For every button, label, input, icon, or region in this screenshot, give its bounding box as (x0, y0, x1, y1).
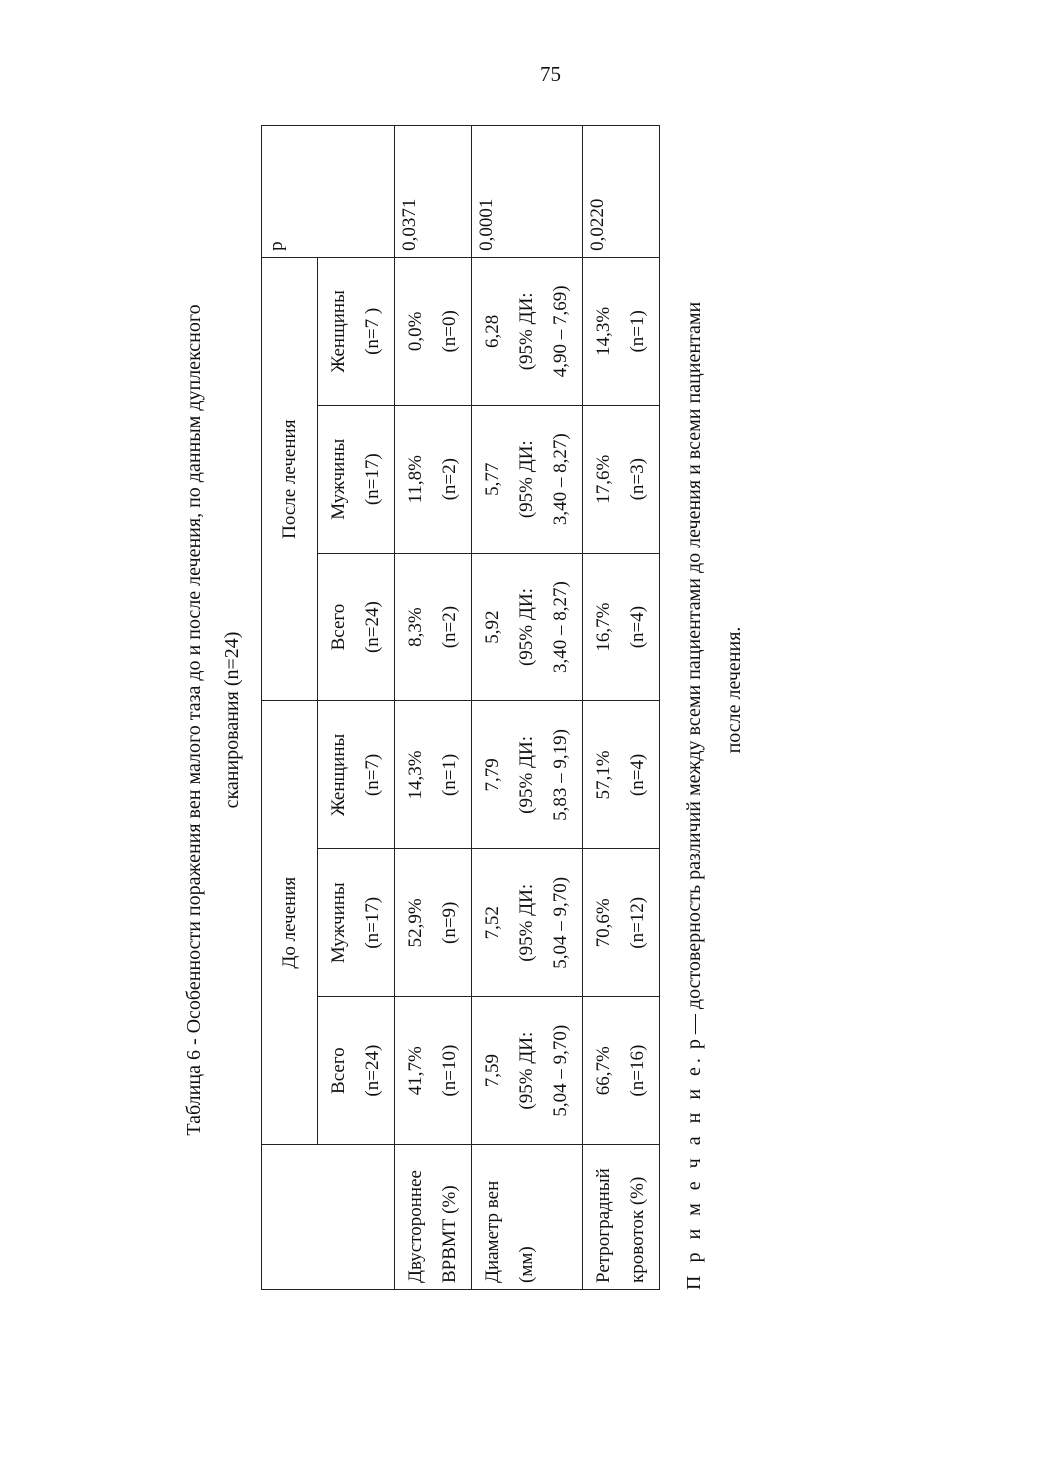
p-value: 0,0371 (395, 126, 472, 258)
data-cell: 7,79 (95% ДИ: 5,83 – 9,19) (472, 701, 583, 849)
header-before-treatment: До лечения (262, 701, 318, 1145)
p-value: 0,0220 (583, 126, 660, 258)
group-header-row (262, 126, 318, 1290)
sub-header-cell: Мужчины (n=17) (318, 405, 395, 553)
note-text: p — достоверность различий между всеми пациентами до лечения и всеми пациентами (683, 301, 705, 1055)
data-cell: 7,59 (95% ДИ: 5,04 – 9,70) (472, 997, 583, 1145)
data-cell: 6,28 (95% ДИ: 4,90 – 7,69) (472, 257, 583, 405)
sub-header-row (318, 126, 395, 1290)
header-after-treatment: После лечения (262, 257, 318, 701)
data-cell: 0,0% (n=0) (395, 257, 472, 405)
data-cell: 11,8% (n=2) (395, 405, 472, 553)
row-label: Двустороннее ВРВМТ (%) (395, 1145, 472, 1290)
table-row (472, 126, 583, 1290)
sub-header-cell: Женщины (n=7) (318, 701, 395, 849)
note-prefix: П р и м е ч а н и е. (683, 1054, 705, 1290)
sub-header-cell: Женщины (n=7 ) (318, 257, 395, 405)
header-p: p (262, 126, 395, 258)
p-value: 0,0001 (472, 126, 583, 258)
corner-cell (262, 1145, 395, 1290)
data-cell: 5,77 (95% ДИ: 3,40 – 8,27) (472, 405, 583, 553)
row-label: Диаметр вен (мм) (472, 1145, 583, 1290)
data-cell: 14,3% (n=1) (583, 257, 660, 405)
data-cell: 41,7% (n=10) (395, 997, 472, 1145)
data-cell: 52,9% (n=9) (395, 849, 472, 997)
data-cell: 14,3% (n=1) (395, 701, 472, 849)
caption-line-1: Таблица 6 - Особенности поражения вен малого таза до и после лечения, по данным дуплексного (183, 304, 205, 1136)
data-cell: 17,6% (n=3) (583, 405, 660, 553)
sub-header-cell: Мужчины (n=17) (318, 849, 395, 997)
rotated-content (175, 90, 865, 1350)
data-cell: 5,92 (95% ДИ: 3,40 – 8,27) (472, 553, 583, 701)
data-cell: 8,3% (n=2) (395, 553, 472, 701)
data-cell: 16,7% (n=4) (583, 553, 660, 701)
table-caption (175, 90, 251, 1350)
table-row (395, 126, 472, 1290)
row-label: Ретроградный кровоток (%) (583, 1145, 660, 1290)
table-row (583, 126, 660, 1290)
page-number: 75 (540, 62, 561, 86)
data-cell: 57,1% (n=4) (583, 701, 660, 849)
note-continuation: после лечения. (723, 626, 745, 754)
sub-header-cell: Всего (n=24) (318, 553, 395, 701)
table-note (674, 90, 754, 1350)
sub-header-cell: Всего (n=24) (318, 997, 395, 1145)
data-cell: 70,6% (n=12) (583, 849, 660, 997)
caption-line-2: сканирования (n=24) (221, 631, 243, 809)
results-table (261, 125, 660, 1290)
data-cell: 66,7% (n=16) (583, 997, 660, 1145)
data-cell: 7,52 (95% ДИ: 5,04 – 9,70) (472, 849, 583, 997)
